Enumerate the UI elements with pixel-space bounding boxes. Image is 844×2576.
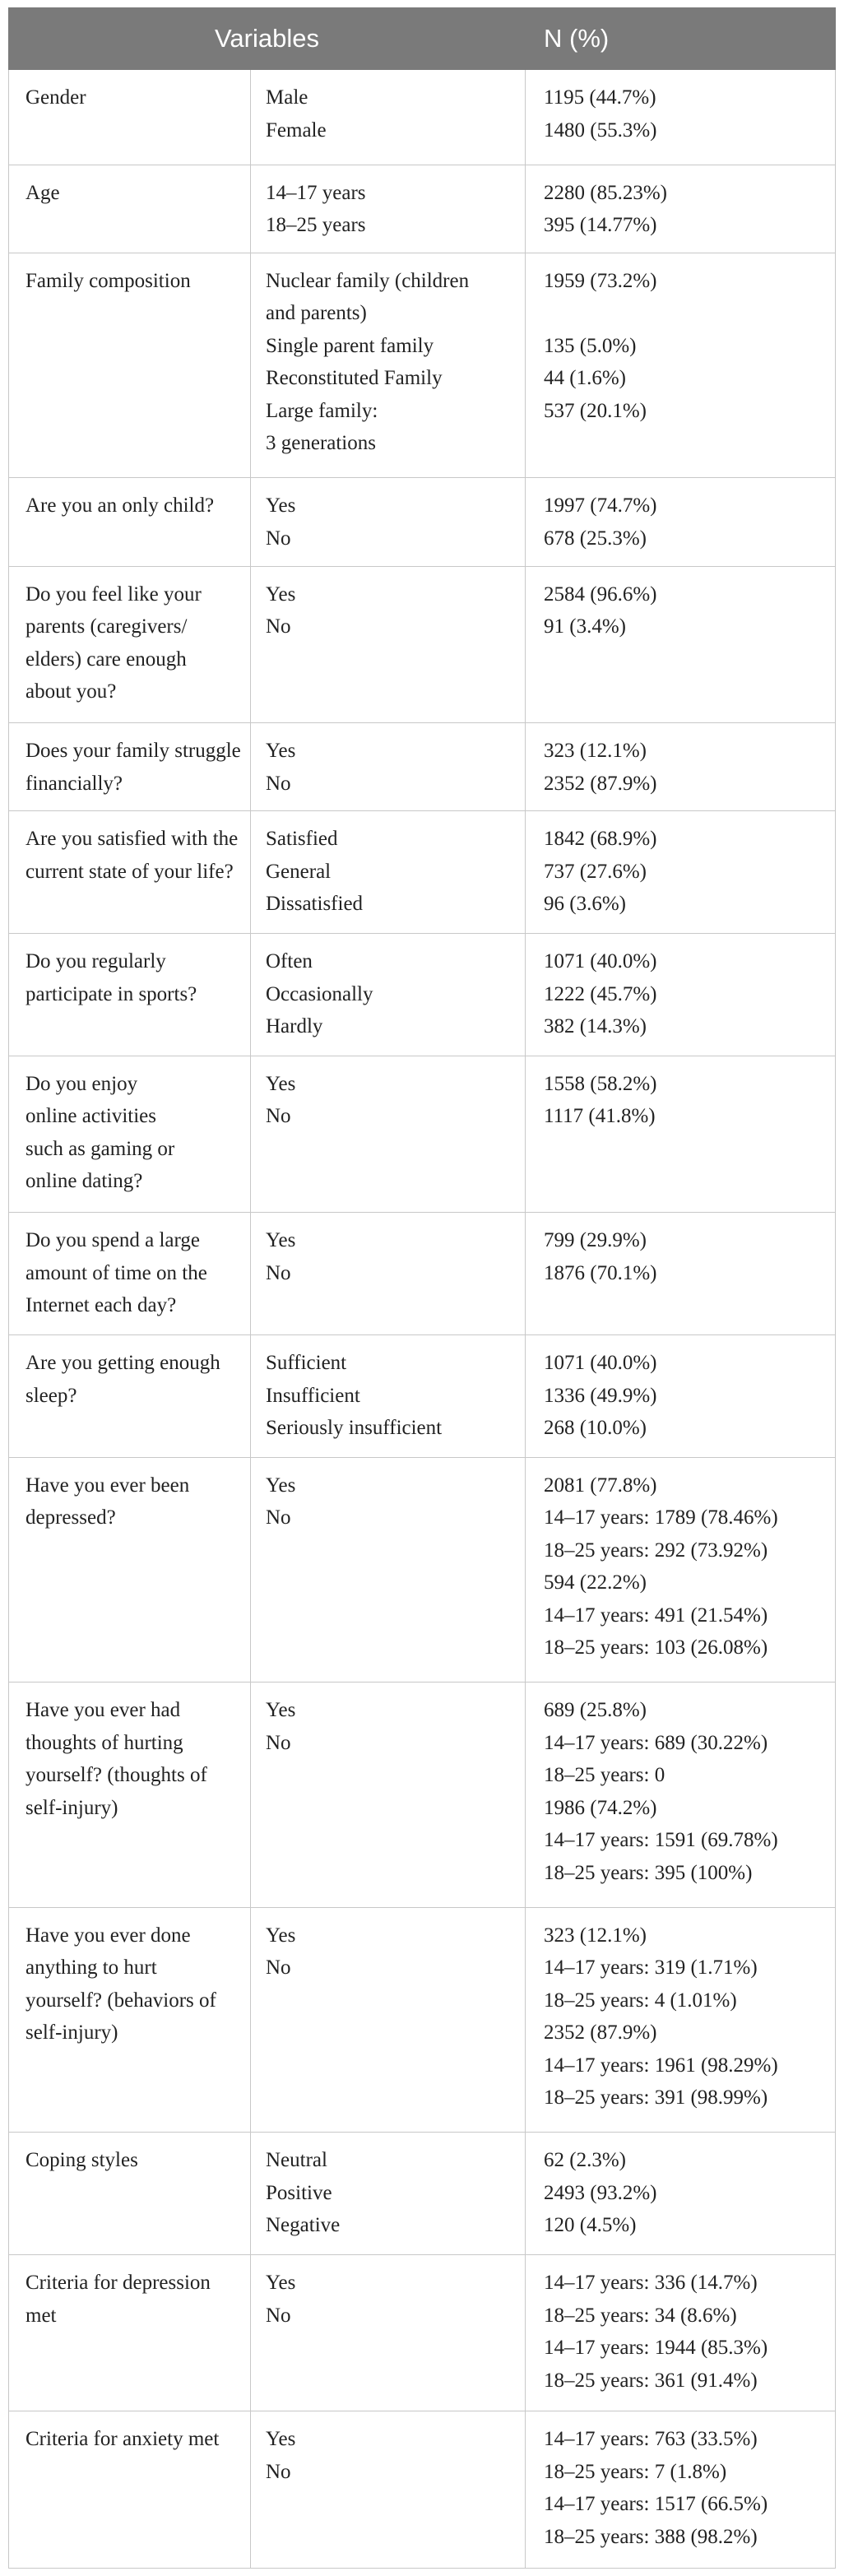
variable-label: Do you regularly participate in sports? — [26, 950, 197, 1005]
value-text: 62 (2.3%) — [544, 2149, 626, 2172]
value-text: 18–25 years: 34 (8.6%) — [544, 2304, 737, 2327]
table-row — [9, 723, 836, 811]
value-text: 120 (4.5%) — [544, 2214, 637, 2237]
options-cell — [251, 1907, 526, 2132]
variable-cell — [9, 1213, 251, 1335]
variable-cell — [9, 1056, 251, 1212]
value-text: 14–17 years: 491 (21.54%) — [544, 1604, 768, 1627]
table-row — [9, 478, 836, 566]
values-cell — [526, 70, 836, 165]
option-label: 18–25 years — [266, 214, 366, 237]
variable-cell — [9, 165, 251, 253]
value-text: 1986 (74.2%) — [544, 1796, 657, 1819]
option-label: Seriously insufficient — [266, 1417, 443, 1440]
variable-cell — [9, 1335, 251, 1458]
variable-label: Criteria for anxiety met — [26, 2428, 220, 2451]
option-label: Yes — [266, 1699, 296, 1722]
value-text: 14–17 years: 319 (1.71%) — [544, 1956, 758, 1980]
values-cell — [526, 1907, 836, 2132]
variable-label: Criteria for depression met — [26, 2272, 211, 2327]
variable-label: Have you ever done anything to hurt yourself? (behaviors of self-injury) — [26, 1924, 216, 2045]
variable-label: Family composition — [26, 269, 191, 292]
value-text: 18–25 years: 361 (91.4%) — [544, 2369, 758, 2392]
variable-label: Gender — [26, 86, 86, 109]
option-label: Large family: — [266, 399, 378, 422]
values-cell — [526, 1213, 836, 1335]
variable-label: Do you feel like your parents (caregivers/ elders) care enough about you? — [26, 583, 202, 703]
values-cell — [526, 478, 836, 566]
value-text: 537 (20.1%) — [544, 399, 647, 422]
option-label: Yes — [266, 583, 296, 606]
options-cell — [251, 723, 526, 811]
option-label: Yes — [266, 1072, 296, 1095]
variable-cell — [9, 1457, 251, 1682]
options-cell — [251, 253, 526, 477]
variable-cell — [9, 811, 251, 934]
table-row — [9, 165, 836, 253]
option-label: Often — [266, 950, 313, 973]
option-label: Hardly — [266, 1015, 323, 1038]
value-text: 1117 (41.8%) — [544, 1105, 656, 1128]
variable-cell — [9, 1907, 251, 2132]
variable-cell — [9, 2133, 251, 2255]
value-text: 18–25 years: 395 (100%) — [544, 1861, 753, 1884]
value-text: 678 (25.3%) — [544, 527, 647, 550]
table-row — [9, 1056, 836, 1212]
variable-label: Are you satisfied with the current state of your life? — [26, 828, 239, 883]
options-cell — [251, 566, 526, 722]
table-row — [9, 811, 836, 934]
value-text: 594 (22.2%) — [544, 1571, 647, 1594]
value-text: 1480 (55.3%) — [544, 118, 657, 142]
table-header-row — [9, 8, 836, 70]
value-text: 14–17 years: 689 (30.22%) — [544, 1731, 768, 1754]
variable-cell — [9, 723, 251, 811]
value-text: 91 (3.4%) — [544, 615, 626, 638]
values-cell — [526, 253, 836, 477]
option-label: Yes — [266, 1924, 296, 1947]
value-text: 1071 (40.0%) — [544, 950, 657, 973]
option-label: No — [266, 1261, 291, 1284]
options-cell — [251, 2255, 526, 2411]
option-label: No — [266, 1731, 291, 1754]
options-cell — [251, 70, 526, 165]
table-row — [9, 1683, 836, 1907]
option-label: 14–17 years — [266, 181, 366, 204]
options-cell — [251, 2133, 526, 2255]
option-label: No — [266, 772, 291, 795]
option-label: Yes — [266, 2428, 296, 2451]
option-label: Occasionally — [266, 982, 373, 1005]
value-text: 44 (1.6%) — [544, 367, 626, 390]
value-text: 2584 (96.6%) — [544, 583, 657, 606]
value-text: 14–17 years: 336 (14.7%) — [544, 2272, 758, 2295]
table-row — [9, 1213, 836, 1335]
option-label: Positive — [266, 2181, 332, 2204]
option-label: No — [266, 1105, 291, 1128]
value-text: 2493 (93.2%) — [544, 2181, 657, 2204]
value-text: 1959 (73.2%) — [544, 269, 657, 292]
value-text: 18–25 years: 292 (73.92%) — [544, 1539, 768, 1562]
value-text: 14–17 years: 763 (33.5%) — [544, 2428, 758, 2451]
option-label: Reconstituted Family — [266, 367, 443, 390]
table-row — [9, 566, 836, 722]
value-text: 18–25 years: 388 (98.2%) — [544, 2525, 758, 2548]
variable-cell — [9, 2255, 251, 2411]
variable-cell — [9, 70, 251, 165]
option-label: Yes — [266, 1474, 296, 1497]
variable-label: Have you ever been depressed? — [26, 1474, 190, 1529]
variable-cell — [9, 934, 251, 1056]
option-label: No — [266, 2460, 291, 2483]
value-text: 14–17 years: 1944 (85.3%) — [544, 2337, 768, 2360]
values-cell — [526, 1683, 836, 1907]
variable-label: Are you an only child? — [26, 494, 215, 518]
value-text: 14–17 years: 1517 (66.5%) — [544, 2493, 768, 2516]
value-text: 323 (12.1%) — [544, 1924, 647, 1947]
options-cell — [251, 1213, 526, 1335]
table-row — [9, 253, 836, 477]
value-text: 14–17 years: 1789 (78.46%) — [544, 1506, 778, 1529]
table-row — [9, 1907, 836, 2132]
option-label: Yes — [266, 740, 296, 763]
option-label: Neutral — [266, 2149, 327, 2172]
table-row — [9, 934, 836, 1056]
option-label: 3 generations — [266, 432, 376, 455]
values-cell — [526, 2133, 836, 2255]
value-text: 799 (29.9%) — [544, 1229, 647, 1252]
value-text: 1997 (74.7%) — [544, 494, 657, 518]
value-text: 96 (3.6%) — [544, 893, 626, 916]
option-label: Nuclear family (children — [266, 269, 470, 292]
values-cell — [526, 1335, 836, 1458]
variable-label: Are you getting enough sleep? — [26, 1352, 220, 1407]
options-cell — [251, 1683, 526, 1907]
values-cell — [526, 2255, 836, 2411]
option-label: Dissatisfied — [266, 893, 364, 916]
value-text: 1195 (44.7%) — [544, 86, 656, 109]
data-table — [8, 7, 836, 2569]
options-cell — [251, 1056, 526, 1212]
options-cell — [251, 165, 526, 253]
options-cell — [251, 811, 526, 934]
option-label: General — [266, 860, 332, 883]
option-label: Satisfied — [266, 828, 338, 851]
value-text: 2352 (87.9%) — [544, 2021, 657, 2045]
variable-cell — [9, 478, 251, 566]
column-header-n-percent: N (%) — [526, 8, 836, 70]
value-text: 14–17 years: 1591 (69.78%) — [544, 1829, 778, 1852]
table-row — [9, 70, 836, 165]
value-text: 323 (12.1%) — [544, 740, 647, 763]
value-text: 689 (25.8%) — [544, 1699, 647, 1722]
variable-label: Do you spend a large amount of time on the Internet each day? — [26, 1229, 207, 1317]
table-row — [9, 1457, 836, 1682]
option-label: Yes — [266, 2272, 296, 2295]
variable-cell — [9, 2411, 251, 2569]
table-row — [9, 2411, 836, 2569]
value-text: 2352 (87.9%) — [544, 772, 657, 795]
options-cell — [251, 1457, 526, 1682]
option-label: Yes — [266, 1229, 296, 1252]
option-label: No — [266, 1506, 291, 1529]
option-label: Insufficient — [266, 1384, 360, 1407]
variable-label: Coping styles — [26, 2149, 138, 2172]
value-text: 1558 (58.2%) — [544, 1072, 657, 1095]
option-label: Negative — [266, 2214, 341, 2237]
variable-label: Do you enjoy online activities such as gaming or online dating? — [26, 1072, 175, 1193]
value-text: 18–25 years: 103 (26.08%) — [544, 1636, 768, 1659]
value-text: 18–25 years: 0 — [544, 1764, 665, 1787]
option-label: Sufficient — [266, 1352, 347, 1375]
options-cell — [251, 2411, 526, 2569]
value-text: 2081 (77.8%) — [544, 1474, 657, 1497]
variable-label: Does your family struggle financially? — [26, 740, 241, 795]
table-row — [9, 1335, 836, 1458]
value-text: 268 (10.0%) — [544, 1417, 647, 1440]
option-label: No — [266, 2304, 291, 2327]
value-text: 18–25 years: 4 (1.01%) — [544, 1989, 737, 2012]
value-text: 737 (27.6%) — [544, 860, 647, 883]
table-row — [9, 2133, 836, 2255]
values-cell — [526, 811, 836, 934]
variable-label: Have you ever had thoughts of hurting yourself? (thoughts of self-injury) — [26, 1699, 207, 1819]
values-cell — [526, 1056, 836, 1212]
value-text: 395 (14.77%) — [544, 214, 657, 237]
option-label: Female — [266, 118, 327, 142]
value-text: 1222 (45.7%) — [544, 982, 657, 1005]
option-label: Male — [266, 86, 308, 109]
option-label: Single parent family — [266, 334, 434, 357]
column-header-variables: Variables — [9, 8, 526, 70]
value-text: 135 (5.0%) — [544, 334, 637, 357]
variable-label: Age — [26, 181, 60, 204]
values-cell — [526, 2411, 836, 2569]
options-cell — [251, 1335, 526, 1458]
value-text: 2280 (85.23%) — [544, 181, 667, 204]
values-cell — [526, 165, 836, 253]
options-cell — [251, 934, 526, 1056]
value-text: 382 (14.3%) — [544, 1015, 647, 1038]
values-cell — [526, 566, 836, 722]
values-cell — [526, 723, 836, 811]
value-text: 18–25 years: 391 (98.99%) — [544, 2086, 768, 2110]
value-text: 18–25 years: 7 (1.8%) — [544, 2460, 727, 2483]
variable-cell — [9, 566, 251, 722]
value-text: 1876 (70.1%) — [544, 1261, 657, 1284]
table-row — [9, 2255, 836, 2411]
options-cell — [251, 478, 526, 566]
option-label: and parents) — [266, 302, 367, 325]
value-text: 1071 (40.0%) — [544, 1352, 657, 1375]
option-label: Yes — [266, 494, 296, 518]
values-cell — [526, 1457, 836, 1682]
variable-cell — [9, 253, 251, 477]
option-label: No — [266, 615, 291, 638]
table-body — [9, 70, 836, 2569]
value-text: 1336 (49.9%) — [544, 1384, 657, 1407]
values-cell — [526, 934, 836, 1056]
value-text: 1842 (68.9%) — [544, 828, 657, 851]
value-text: 14–17 years: 1961 (98.29%) — [544, 2054, 778, 2077]
option-label: No — [266, 1956, 291, 1980]
option-label: No — [266, 527, 291, 550]
value-text — [544, 297, 827, 330]
variable-cell — [9, 1683, 251, 1907]
